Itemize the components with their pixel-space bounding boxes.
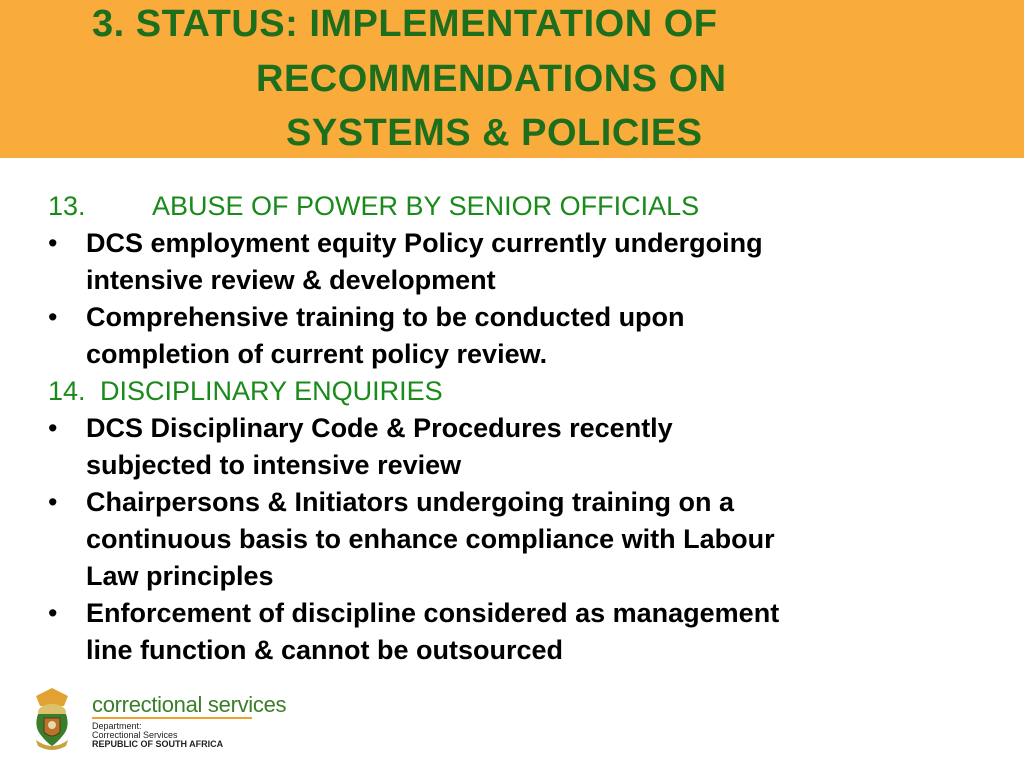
bullet-icon: • bbox=[48, 487, 58, 517]
bullet-text: DCS employment equity Policy currently undergoing bbox=[86, 228, 763, 258]
bullet-text: Law principles bbox=[86, 561, 274, 591]
bullet-text: DCS Disciplinary Code & Procedures recently bbox=[86, 413, 673, 443]
footer-department-name: Correctional Services bbox=[92, 730, 178, 740]
footer-brand-name: correctional services bbox=[92, 692, 287, 717]
footer-department-label: Department: bbox=[92, 721, 142, 731]
bullet-text: Comprehensive training to be conducted upon bbox=[86, 302, 685, 332]
footer-country: REPUBLIC OF SOUTH AFRICA bbox=[92, 739, 224, 749]
section-title: ABUSE OF POWER BY SENIOR OFFICIALS bbox=[152, 191, 700, 221]
bullet-icon: • bbox=[48, 598, 58, 628]
slide-title-line-1: 3. STATUS: IMPLEMENTATION OF bbox=[92, 3, 718, 45]
bullet-text: continuous basis to enhance compliance with Labour bbox=[86, 524, 775, 554]
title-banner bbox=[0, 0, 1024, 158]
bullet-text: subjected to intensive review bbox=[86, 450, 462, 480]
section-13-heading bbox=[48, 188, 86, 224]
bullet-text: intensive review & development bbox=[86, 265, 496, 295]
section-number: 14. bbox=[48, 376, 86, 406]
bullet-text: completion of current policy review. bbox=[86, 339, 548, 369]
footer-divider bbox=[92, 717, 252, 719]
slide-title-line-3: SYSTEMS & POLICIES bbox=[286, 112, 703, 154]
section-title: DISCIPLINARY ENQUIRIES bbox=[100, 376, 443, 406]
bullet-icon: • bbox=[48, 413, 58, 443]
slide-title-line-2: RECOMMENDATIONS ON bbox=[256, 58, 727, 100]
section-13-title-wrap bbox=[152, 188, 699, 224]
bullet-icon: • bbox=[48, 228, 58, 258]
section-14-title-wrap bbox=[100, 373, 443, 409]
bullet-text: Enforcement of discipline considered as management bbox=[86, 598, 780, 628]
bullet-text: line function & cannot be outsourced bbox=[86, 635, 564, 665]
bullet-text: Chairpersons & Initiators undergoing training on a bbox=[86, 487, 735, 517]
coat-of-arms-icon bbox=[30, 686, 74, 754]
section-14-heading bbox=[48, 373, 86, 409]
bullet-icon: • bbox=[48, 302, 58, 332]
section-number: 13. bbox=[48, 191, 86, 221]
